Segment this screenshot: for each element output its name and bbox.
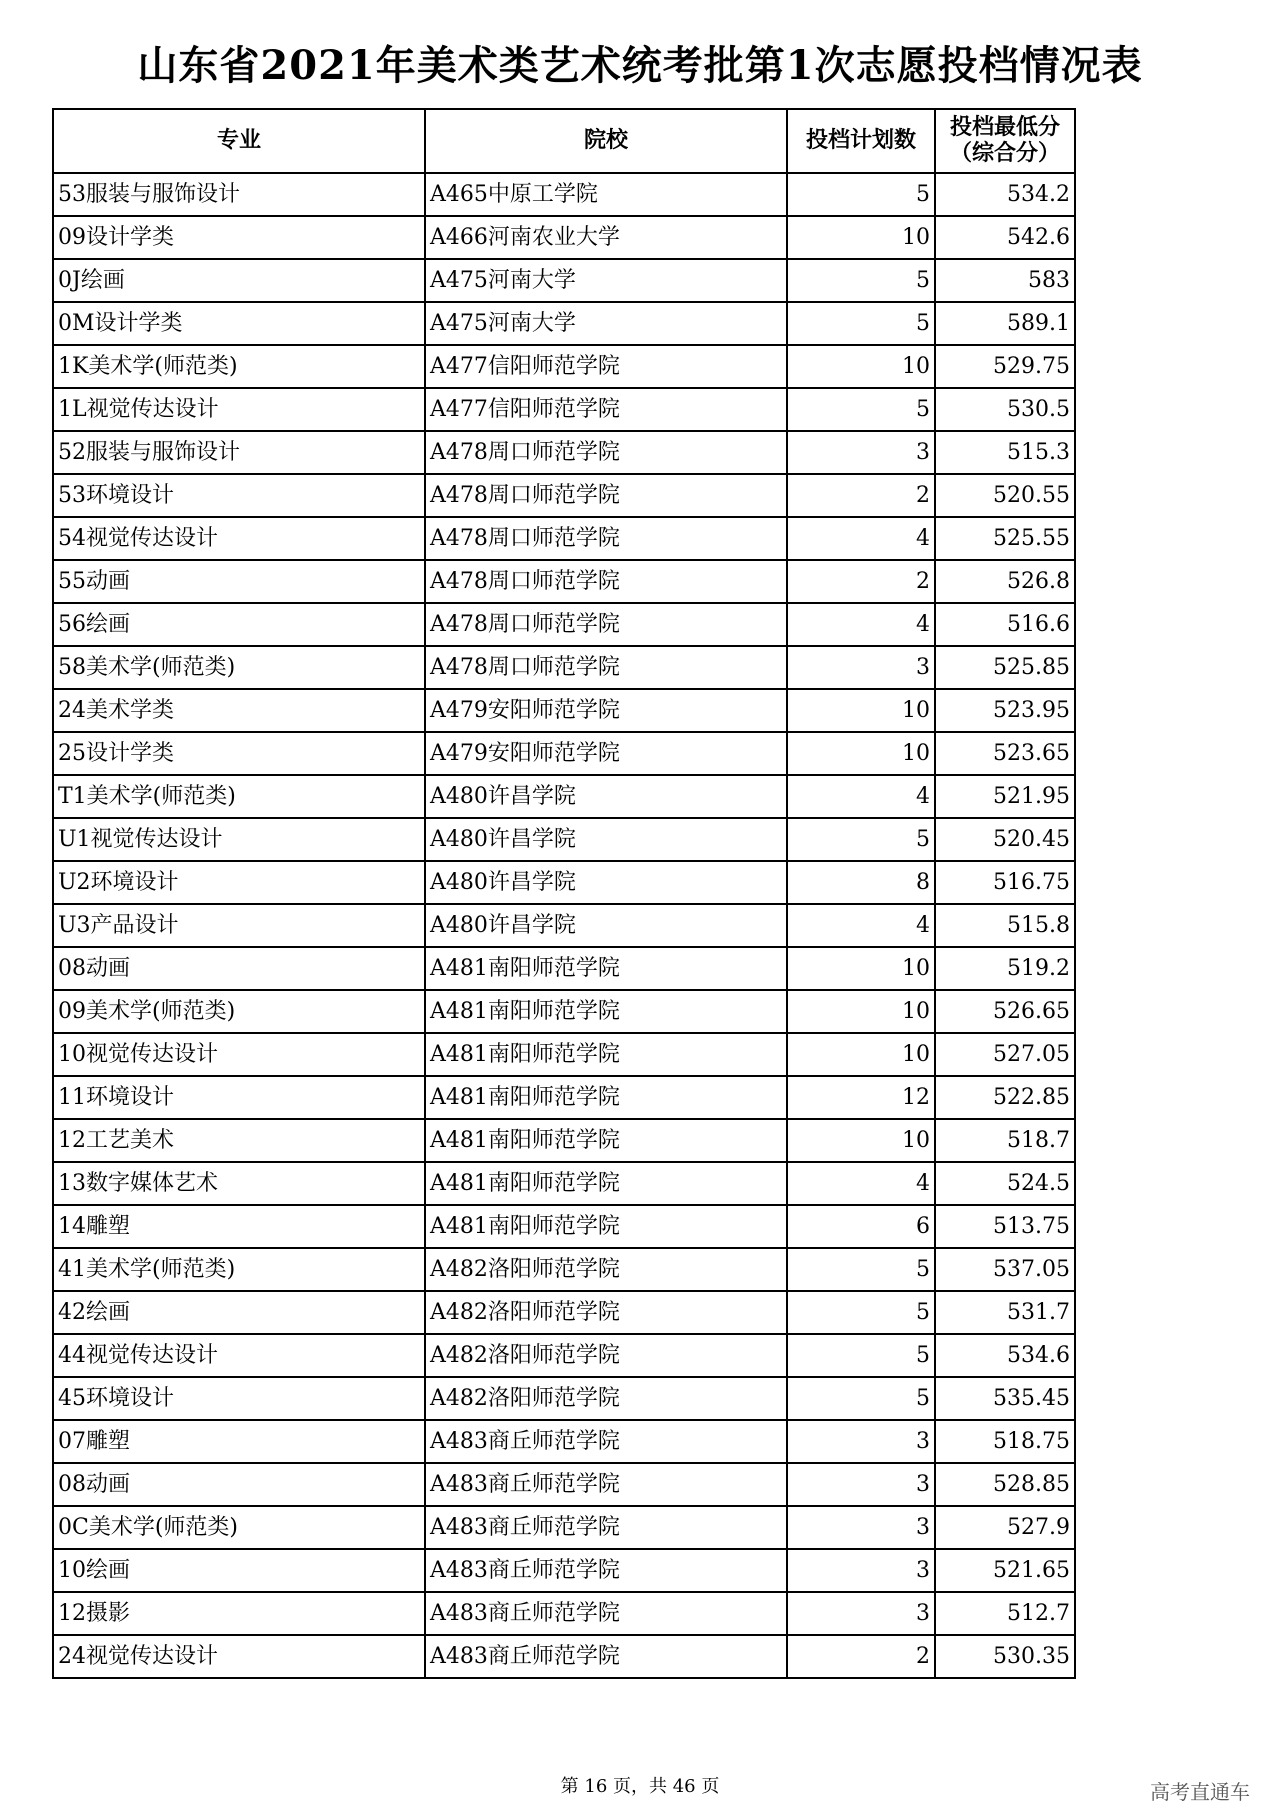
header-plan: 投档计划数 (787, 109, 935, 173)
table-row (53, 345, 1075, 388)
table-row (53, 1549, 1075, 1592)
cell-plan: 10 (787, 1033, 935, 1076)
cell-major: U2环境设计 (53, 861, 425, 904)
cell-major: 0C美术学(师范类) (53, 1506, 425, 1549)
cell-school: A479安阳师范学院 (425, 689, 787, 732)
cell-plan: 4 (787, 517, 935, 560)
cell-plan: 5 (787, 388, 935, 431)
cell-plan: 2 (787, 1635, 935, 1678)
cell-school: A481南阳师范学院 (425, 1076, 787, 1119)
cell-score: 528.85 (935, 1463, 1075, 1506)
cell-school: A477信阳师范学院 (425, 388, 787, 431)
cell-school: A483商丘师范学院 (425, 1592, 787, 1635)
cell-major: 58美术学(师范类) (53, 646, 425, 689)
table-row (53, 1377, 1075, 1420)
table-row (53, 1592, 1075, 1635)
cell-plan: 2 (787, 560, 935, 603)
cell-school: A475河南大学 (425, 302, 787, 345)
table-row (53, 904, 1075, 947)
cell-score: 534.2 (935, 173, 1075, 216)
cell-score: 515.3 (935, 431, 1075, 474)
cell-score: 523.65 (935, 732, 1075, 775)
cell-major: 10视觉传达设计 (53, 1033, 425, 1076)
cell-major: 55动画 (53, 560, 425, 603)
cell-score: 523.95 (935, 689, 1075, 732)
cell-school: A478周口师范学院 (425, 646, 787, 689)
table-row (53, 775, 1075, 818)
cell-score: 515.8 (935, 904, 1075, 947)
watermark: 高考直通车 (1150, 1780, 1250, 1804)
cell-major: 52服装与服饰设计 (53, 431, 425, 474)
table-row (53, 1205, 1075, 1248)
cell-school: A482洛阳师范学院 (425, 1248, 787, 1291)
cell-school: A481南阳师范学院 (425, 947, 787, 990)
cell-major: 09设计学类 (53, 216, 425, 259)
cell-score: 527.05 (935, 1033, 1075, 1076)
cell-major: 24视觉传达设计 (53, 1635, 425, 1678)
table-row (53, 818, 1075, 861)
cell-plan: 3 (787, 1463, 935, 1506)
cell-plan: 5 (787, 1334, 935, 1377)
cell-score: 524.5 (935, 1162, 1075, 1205)
cell-school: A478周口师范学院 (425, 474, 787, 517)
cell-score: 518.7 (935, 1119, 1075, 1162)
table-row (53, 1248, 1075, 1291)
header-min-score (935, 109, 1075, 173)
cell-plan: 10 (787, 990, 935, 1033)
cell-major: 12摄影 (53, 1592, 425, 1635)
cell-major: 45环境设计 (53, 1377, 425, 1420)
cell-school: A480许昌学院 (425, 904, 787, 947)
cell-major: U1视觉传达设计 (53, 818, 425, 861)
table-row (53, 302, 1075, 345)
table-row (53, 431, 1075, 474)
cell-score: 529.75 (935, 345, 1075, 388)
cell-score: 530.5 (935, 388, 1075, 431)
cell-plan: 10 (787, 345, 935, 388)
cell-score: 526.65 (935, 990, 1075, 1033)
cell-score: 530.35 (935, 1635, 1075, 1678)
table-row (53, 1420, 1075, 1463)
cell-major: 1K美术学(师范类) (53, 345, 425, 388)
cell-score: 512.7 (935, 1592, 1075, 1635)
cell-school: A482洛阳师范学院 (425, 1377, 787, 1420)
cell-major: 44视觉传达设计 (53, 1334, 425, 1377)
table-row (53, 517, 1075, 560)
cell-school: A482洛阳师范学院 (425, 1291, 787, 1334)
cell-plan: 10 (787, 216, 935, 259)
page-title: 山东省2021年美术类艺术统考批第1次志愿投档情况表 (137, 42, 1143, 89)
cell-major: 53服装与服饰设计 (53, 173, 425, 216)
cell-school: A480许昌学院 (425, 818, 787, 861)
cell-score: 513.75 (935, 1205, 1075, 1248)
table-row (53, 603, 1075, 646)
cell-school: A480许昌学院 (425, 775, 787, 818)
cell-plan: 2 (787, 474, 935, 517)
cell-score: 516.6 (935, 603, 1075, 646)
cell-school: A481南阳师范学院 (425, 1205, 787, 1248)
cell-score: 522.85 (935, 1076, 1075, 1119)
cell-major: 08动画 (53, 947, 425, 990)
cell-plan: 6 (787, 1205, 935, 1248)
cell-school: A477信阳师范学院 (425, 345, 787, 388)
cell-plan: 5 (787, 818, 935, 861)
cell-score: 542.6 (935, 216, 1075, 259)
cell-score: 521.95 (935, 775, 1075, 818)
table-row (53, 732, 1075, 775)
cell-plan: 12 (787, 1076, 935, 1119)
cell-score: 518.75 (935, 1420, 1075, 1463)
table-row (53, 1076, 1075, 1119)
cell-school: A483商丘师范学院 (425, 1635, 787, 1678)
cell-score: 537.05 (935, 1248, 1075, 1291)
cell-major: T1美术学(师范类) (53, 775, 425, 818)
cell-major: 56绘画 (53, 603, 425, 646)
table-row (53, 1119, 1075, 1162)
cell-score: 526.8 (935, 560, 1075, 603)
cell-plan: 10 (787, 732, 935, 775)
table-row (53, 474, 1075, 517)
cell-major: 42绘画 (53, 1291, 425, 1334)
table-row (53, 1291, 1075, 1334)
cell-score: 525.85 (935, 646, 1075, 689)
cell-major: 08动画 (53, 1463, 425, 1506)
cell-plan: 3 (787, 1592, 935, 1635)
header-min-score-line2: （综合分） (949, 141, 1060, 166)
cell-score: 520.55 (935, 474, 1075, 517)
cell-school: A483商丘师范学院 (425, 1549, 787, 1592)
cell-score: 583 (935, 259, 1075, 302)
table-row (53, 689, 1075, 732)
cell-school: A483商丘师范学院 (425, 1420, 787, 1463)
cell-plan: 3 (787, 1420, 935, 1463)
cell-plan: 4 (787, 1162, 935, 1205)
table-row (53, 1033, 1075, 1076)
cell-school: A483商丘师范学院 (425, 1506, 787, 1549)
table-row (53, 990, 1075, 1033)
header-major: 专业 (53, 109, 425, 173)
cell-plan: 10 (787, 689, 935, 732)
cell-school: A466河南农业大学 (425, 216, 787, 259)
cell-plan: 4 (787, 775, 935, 818)
cell-major: 11环境设计 (53, 1076, 425, 1119)
cell-major: 25设计学类 (53, 732, 425, 775)
table-row (53, 861, 1075, 904)
cell-plan: 3 (787, 646, 935, 689)
cell-school: A482洛阳师范学院 (425, 1334, 787, 1377)
cell-school: A480许昌学院 (425, 861, 787, 904)
table-row (53, 947, 1075, 990)
cell-score: 525.55 (935, 517, 1075, 560)
table-row (53, 216, 1075, 259)
cell-plan: 5 (787, 1377, 935, 1420)
cell-plan: 8 (787, 861, 935, 904)
cell-score: 521.65 (935, 1549, 1075, 1592)
cell-plan: 4 (787, 603, 935, 646)
admission-table (52, 108, 1076, 1679)
cell-major: 13数字媒体艺术 (53, 1162, 425, 1205)
cell-score: 516.75 (935, 861, 1075, 904)
cell-score: 519.2 (935, 947, 1075, 990)
cell-score: 589.1 (935, 302, 1075, 345)
cell-school: A481南阳师范学院 (425, 1162, 787, 1205)
cell-score: 535.45 (935, 1377, 1075, 1420)
table-row (53, 1463, 1075, 1506)
table-row (53, 1162, 1075, 1205)
cell-school: A475河南大学 (425, 259, 787, 302)
cell-score: 534.6 (935, 1334, 1075, 1377)
cell-score: 527.9 (935, 1506, 1075, 1549)
cell-school: A478周口师范学院 (425, 603, 787, 646)
cell-major: 54视觉传达设计 (53, 517, 425, 560)
header-school: 院校 (425, 109, 787, 173)
page-number: 第 16 页，共 46 页 (560, 1776, 720, 1797)
cell-plan: 3 (787, 431, 935, 474)
table-body (53, 173, 1075, 1678)
cell-major: U3产品设计 (53, 904, 425, 947)
cell-plan: 5 (787, 259, 935, 302)
table-row (53, 1635, 1075, 1678)
cell-school: A481南阳师范学院 (425, 1119, 787, 1162)
table-row (53, 646, 1075, 689)
table-row (53, 1334, 1075, 1377)
cell-plan: 5 (787, 302, 935, 345)
cell-major: 12工艺美术 (53, 1119, 425, 1162)
cell-major: 0M设计学类 (53, 302, 425, 345)
cell-plan: 5 (787, 1248, 935, 1291)
cell-plan: 3 (787, 1549, 935, 1592)
table-row (53, 1506, 1075, 1549)
header-min-score-line1: 投档最低分 (949, 115, 1060, 140)
cell-school: A481南阳师范学院 (425, 1033, 787, 1076)
table-row (53, 173, 1075, 216)
cell-major: 0J绘画 (53, 259, 425, 302)
table-row (53, 560, 1075, 603)
cell-major: 53环境设计 (53, 474, 425, 517)
cell-major: 10绘画 (53, 1549, 425, 1592)
cell-major: 1L视觉传达设计 (53, 388, 425, 431)
cell-plan: 3 (787, 1506, 935, 1549)
cell-plan: 10 (787, 1119, 935, 1162)
cell-plan: 5 (787, 1291, 935, 1334)
cell-major: 14雕塑 (53, 1205, 425, 1248)
cell-major: 24美术学类 (53, 689, 425, 732)
cell-school: A483商丘师范学院 (425, 1463, 787, 1506)
cell-score: 520.45 (935, 818, 1075, 861)
cell-score: 531.7 (935, 1291, 1075, 1334)
cell-major: 07雕塑 (53, 1420, 425, 1463)
table-row (53, 259, 1075, 302)
cell-plan: 5 (787, 173, 935, 216)
cell-major: 41美术学(师范类) (53, 1248, 425, 1291)
cell-school: A478周口师范学院 (425, 431, 787, 474)
table-header-row (53, 109, 1075, 173)
cell-school: A481南阳师范学院 (425, 990, 787, 1033)
cell-school: A479安阳师范学院 (425, 732, 787, 775)
cell-school: A478周口师范学院 (425, 560, 787, 603)
cell-school: A465中原工学院 (425, 173, 787, 216)
cell-major: 09美术学(师范类) (53, 990, 425, 1033)
cell-plan: 4 (787, 904, 935, 947)
table-row (53, 388, 1075, 431)
cell-school: A478周口师范学院 (425, 517, 787, 560)
cell-plan: 10 (787, 947, 935, 990)
